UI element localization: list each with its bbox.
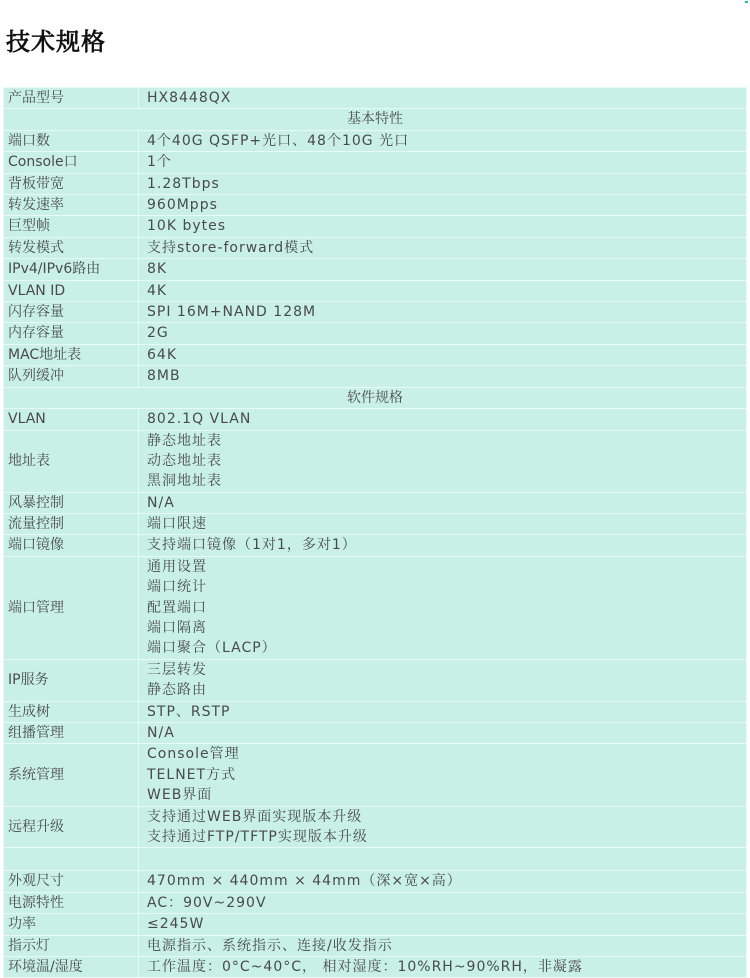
value-line: TELNET方式 xyxy=(147,766,237,783)
value-line: 静态路由 xyxy=(147,682,207,699)
value-line: STP、RSTP xyxy=(147,703,231,720)
row-label-1-4: 端口镜像 xyxy=(4,535,139,556)
value-line: 960Mpps xyxy=(147,197,218,214)
row-label-1-5: 端口管理 xyxy=(4,556,139,659)
row-value-1-7 xyxy=(139,701,747,722)
row-value-1-1 xyxy=(139,430,747,492)
value-line: 8MB xyxy=(147,368,181,385)
row-value-0-4 xyxy=(139,216,747,237)
row-label-physical-3: 指示灯 xyxy=(4,935,139,956)
value-line: 8K xyxy=(147,261,168,278)
row-label-0-6: IPv4/IPv6路由 xyxy=(4,259,139,280)
table-row xyxy=(4,173,747,194)
value-line: Console管理 xyxy=(147,746,240,763)
row-value-1-10 xyxy=(139,806,747,848)
table-row xyxy=(4,323,747,344)
value-line: 1个 xyxy=(147,154,172,171)
page-title: 技术规格 xyxy=(6,28,106,56)
model-value: HX8448QX xyxy=(139,88,747,109)
table-row xyxy=(4,366,747,387)
table-row xyxy=(4,806,747,848)
value-line: 支持端口镜像（1对1，多对1） xyxy=(147,537,357,554)
row-value-1-6 xyxy=(139,659,747,701)
row-label-0-3: 转发速率 xyxy=(4,195,139,216)
table-row xyxy=(4,302,747,323)
row-label-1-9: 系统管理 xyxy=(4,744,139,806)
row-label-0-5: 转发模式 xyxy=(4,237,139,258)
row-label-1-2: 风暴控制 xyxy=(4,492,139,513)
row-value-1-2 xyxy=(139,492,747,513)
value-line: 802.1Q VLAN xyxy=(147,411,252,428)
row-label-physical-2: 功率 xyxy=(4,914,139,935)
table-row xyxy=(4,871,747,892)
row-value-1-4 xyxy=(139,535,747,556)
row-label-0-11: 队列缓冲 xyxy=(4,366,139,387)
value-line: N/A xyxy=(147,725,175,742)
section-header-row xyxy=(4,387,747,408)
value-line: WEB界面 xyxy=(147,787,213,804)
row-value-physical-2 xyxy=(139,914,747,935)
row-label-1-1: 地址表 xyxy=(4,430,139,492)
model-label: 产品型号 xyxy=(4,88,139,109)
row-label-1-0: VLAN xyxy=(4,409,139,430)
value-line: 配置端口 xyxy=(147,599,207,616)
row-value-0-5 xyxy=(139,237,747,258)
table-row-model xyxy=(4,88,747,109)
value-line: 4个40G QSFP+光口、48个10G 光口 xyxy=(147,132,410,149)
table-row xyxy=(4,492,747,513)
row-label-1-8: 组播管理 xyxy=(4,723,139,744)
row-label-physical-1: 电源特性 xyxy=(4,892,139,913)
table-row xyxy=(4,195,747,216)
row-label-0-4: 巨型帧 xyxy=(4,216,139,237)
table-row xyxy=(4,935,747,956)
table-row xyxy=(4,723,747,744)
row-value-1-0 xyxy=(139,409,747,430)
row-value-physical-4 xyxy=(139,957,747,978)
table-row xyxy=(4,344,747,365)
value-line: 端口聚合（LACP） xyxy=(147,640,277,657)
table-row xyxy=(4,744,747,806)
value-line: 1.28Tbps xyxy=(147,175,220,192)
row-value-0-6 xyxy=(139,259,747,280)
row-value-physical-0 xyxy=(139,871,747,892)
blank-cell xyxy=(4,848,139,871)
value-line: 10K bytes xyxy=(147,218,227,235)
row-value-0-8 xyxy=(139,302,747,323)
value-line: 电源指示、系统指示、连接/收发指示 xyxy=(147,937,393,954)
value-line: 端口隔离 xyxy=(147,620,207,637)
row-label-0-2: 背板带宽 xyxy=(4,173,139,194)
table-row xyxy=(4,409,747,430)
blank-cell xyxy=(139,848,747,871)
table-row xyxy=(4,152,747,173)
value-line: AC：90V~290V xyxy=(147,894,267,911)
row-label-1-10: 远程升级 xyxy=(4,806,139,848)
section-title: 基本特性 xyxy=(4,109,747,130)
corner-accent-mark xyxy=(745,1,748,3)
value-line: 通用设置 xyxy=(147,558,207,575)
value-line: 支持通过FTP/TFTP实现版本升级 xyxy=(147,829,368,845)
value-line: ≤245W xyxy=(147,916,205,933)
section-title: 软件规格 xyxy=(4,387,747,408)
table-row xyxy=(4,701,747,722)
table-row xyxy=(4,237,747,258)
row-value-0-7 xyxy=(139,280,747,301)
spec-table-body xyxy=(4,88,747,978)
value-line: SPI 16M+NAND 128M xyxy=(147,304,317,321)
row-label-1-3: 流量控制 xyxy=(4,514,139,535)
row-value-1-5 xyxy=(139,556,747,659)
value-line: 端口统计 xyxy=(147,579,207,596)
table-row xyxy=(4,535,747,556)
row-label-1-7: 生成树 xyxy=(4,701,139,722)
row-value-1-8 xyxy=(139,723,747,744)
table-row xyxy=(4,892,747,913)
value-line: 动态地址表 xyxy=(147,452,222,469)
row-value-physical-3 xyxy=(139,935,747,956)
value-line: N/A xyxy=(147,494,175,511)
row-value-0-11 xyxy=(139,366,747,387)
row-value-0-2 xyxy=(139,173,747,194)
row-label-1-6: IP服务 xyxy=(4,659,139,701)
value-line: 黑洞地址表 xyxy=(147,473,222,490)
table-row xyxy=(4,556,747,659)
row-value-0-0 xyxy=(139,130,747,151)
row-label-0-7: VLAN ID xyxy=(4,280,139,301)
row-label-physical-0: 外观尺寸 xyxy=(4,871,139,892)
row-label-0-8: 闪存容量 xyxy=(4,302,139,323)
table-row xyxy=(4,280,747,301)
table-row xyxy=(4,430,747,492)
table-row xyxy=(4,216,747,237)
row-label-physical-4: 环境温/湿度 xyxy=(4,957,139,978)
table-row xyxy=(4,130,747,151)
value-line: 支持通过WEB界面实现版本升级 xyxy=(147,808,363,825)
blank-row xyxy=(4,848,747,871)
row-value-1-3 xyxy=(139,514,747,535)
spec-table xyxy=(3,87,747,978)
value-line: 支持store-forward模式 xyxy=(147,239,315,256)
value-line: 工作温度：0°C~40°C， 相对湿度：10%RH~90%RH，非凝露 xyxy=(147,959,583,976)
row-value-0-3 xyxy=(139,195,747,216)
section-header-row xyxy=(4,109,747,130)
row-value-0-9 xyxy=(139,323,747,344)
table-row xyxy=(4,659,747,701)
table-row xyxy=(4,514,747,535)
value-line: 静态地址表 xyxy=(147,432,222,449)
value-line: 470mm × 440mm × 44mm（深×宽×高） xyxy=(147,873,462,890)
row-value-physical-1 xyxy=(139,892,747,913)
value-line: 三层转发 xyxy=(147,661,207,678)
value-line: 64K xyxy=(147,346,177,363)
table-row xyxy=(4,259,747,280)
table-row xyxy=(4,914,747,935)
row-label-0-9: 内存容量 xyxy=(4,323,139,344)
row-label-0-1: Console口 xyxy=(4,152,139,173)
table-row xyxy=(4,957,747,978)
value-line: 4K xyxy=(147,282,168,299)
row-label-0-10: MAC地址表 xyxy=(4,344,139,365)
row-value-0-10 xyxy=(139,344,747,365)
value-line: 端口限速 xyxy=(147,516,207,533)
row-value-0-1 xyxy=(139,152,747,173)
value-line: 2G xyxy=(147,325,169,342)
row-value-1-9 xyxy=(139,744,747,806)
row-label-0-0: 端口数 xyxy=(4,130,139,151)
